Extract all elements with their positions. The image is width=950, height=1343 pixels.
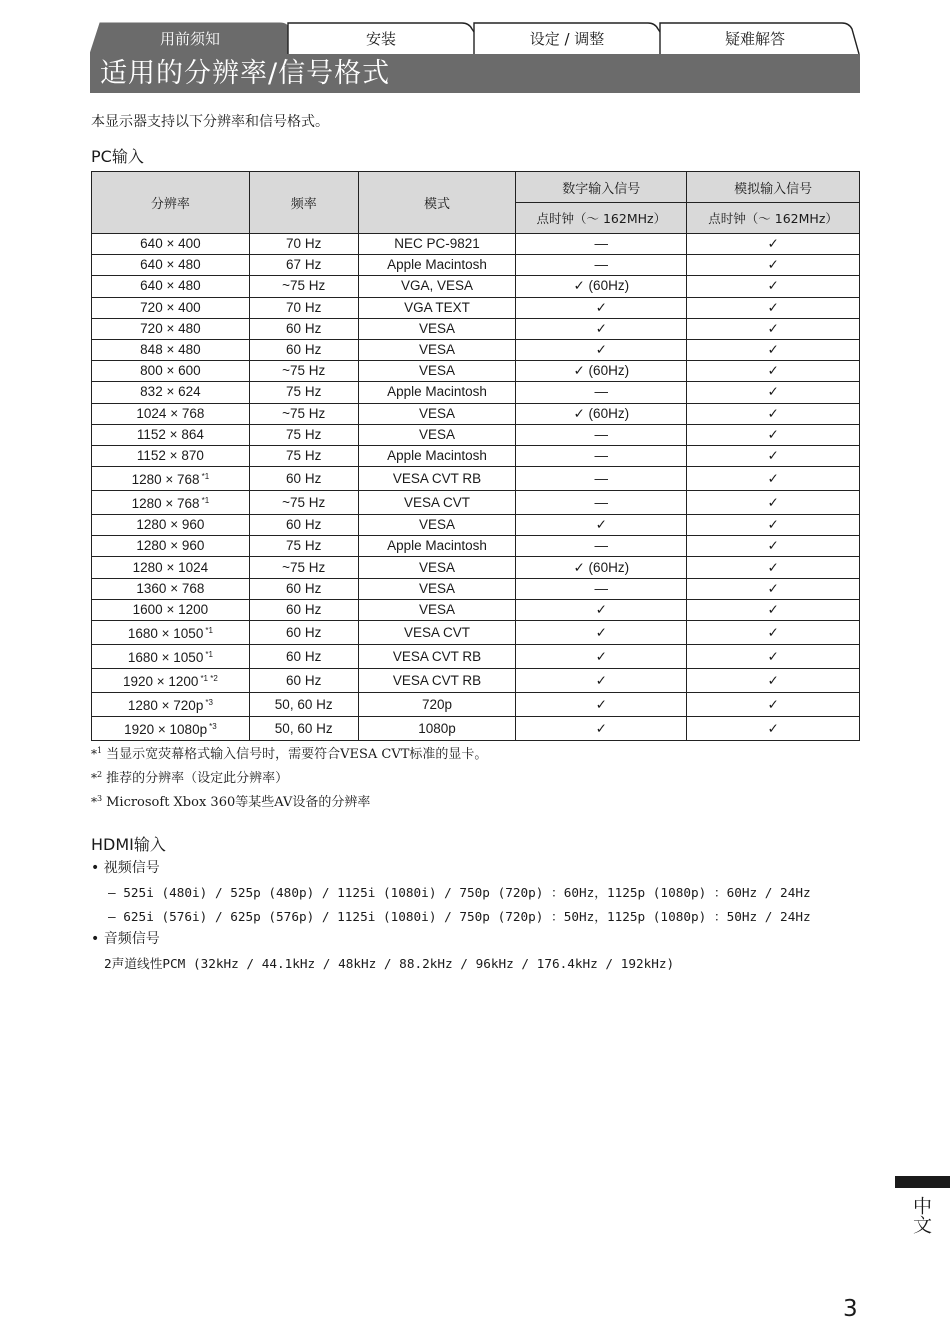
cell-analog: ✓	[687, 645, 860, 669]
cell-frequency: 75 Hz	[249, 445, 358, 466]
video-signal-label: • 视频信号	[91, 860, 160, 876]
cell-digital: ✓	[516, 318, 687, 339]
cell-analog: ✓	[687, 491, 860, 515]
cell-analog: ✓	[687, 467, 860, 491]
cell-analog: ✓	[687, 669, 860, 693]
intro-text: 本显示器支持以下分辨率和信号格式。	[91, 114, 329, 130]
cell-digital: ✓	[516, 693, 687, 717]
cell-mode: VESA CVT RB	[358, 669, 516, 693]
cell-digital: —	[516, 234, 687, 255]
audio-signal-label: • 音频信号	[91, 931, 160, 947]
cell-analog: ✓	[687, 621, 860, 645]
cell-mode: NEC PC-9821	[358, 234, 516, 255]
table-row	[92, 599, 860, 620]
cell-analog: ✓	[687, 557, 860, 578]
cell-frequency: 75 Hz	[249, 536, 358, 557]
cell-mode: 1080p	[358, 717, 516, 741]
cell-resolution: 1280 × 768 $^{*1}$	[92, 467, 250, 491]
cell-resolution: 1152 × 864	[92, 424, 250, 445]
table-row	[92, 578, 860, 599]
cell-mode: 720p	[358, 693, 516, 717]
table-body	[92, 234, 860, 741]
cell-mode: VGA, VESA	[358, 276, 516, 297]
cell-mode: VESA	[358, 318, 516, 339]
cell-analog: ✓	[687, 255, 860, 276]
cell-mode: Apple Macintosh	[358, 536, 516, 557]
section-tabs	[90, 22, 860, 54]
header-resolution: 分辨率	[92, 172, 250, 234]
footnote-mark: *1	[205, 626, 213, 635]
cell-resolution: 1600 × 1200	[92, 599, 250, 620]
cell-mode: Apple Macintosh	[358, 255, 516, 276]
cell-mode: VESA	[358, 361, 516, 382]
cell-resolution: 1280 × 720p $^{*3}$	[92, 693, 250, 717]
table-row	[92, 382, 860, 403]
cell-frequency: ~75 Hz	[249, 403, 358, 424]
table-row	[92, 318, 860, 339]
cell-frequency: 60 Hz	[249, 621, 358, 645]
cell-mode: VESA CVT	[358, 621, 516, 645]
page-title: 适用的分辨率/信号格式	[100, 58, 391, 89]
cell-resolution: 640 × 480	[92, 255, 250, 276]
footnote-mark: *3	[205, 698, 213, 707]
cell-resolution: 800 × 600	[92, 361, 250, 382]
table-row	[92, 669, 860, 693]
cell-analog: ✓	[687, 599, 860, 620]
footnote-3: *$^3$ Microsoft Xbox 360等某些AV设备的分辨率	[91, 794, 371, 810]
footnote-text: Microsoft Xbox 360等某些AV设备的分辨率	[106, 795, 371, 810]
cell-frequency: 75 Hz	[249, 424, 358, 445]
cell-resolution: 1360 × 768	[92, 578, 250, 599]
cell-frequency: 70 Hz	[249, 234, 358, 255]
cell-frequency: 60 Hz	[249, 339, 358, 360]
footnote-text: 推荐的分辨率（设定此分辨率）	[106, 771, 289, 786]
table-row	[92, 361, 860, 382]
cell-digital: —	[516, 491, 687, 515]
cell-mode: VESA	[358, 339, 516, 360]
cell-digital: ✓	[516, 717, 687, 741]
footnotes	[91, 741, 487, 813]
cell-digital: ✓	[516, 599, 687, 620]
cell-mode: VESA	[358, 403, 516, 424]
footnote-mark: *3	[209, 722, 217, 731]
cell-frequency: 60 Hz	[249, 645, 358, 669]
cell-mode: VESA CVT RB	[358, 467, 516, 491]
table-row	[92, 424, 860, 445]
cell-digital: ✓	[516, 515, 687, 536]
resolution-table	[91, 171, 860, 741]
cell-digital: —	[516, 382, 687, 403]
cell-frequency: 50, 60 Hz	[249, 717, 358, 741]
cell-resolution: 640 × 480	[92, 276, 250, 297]
table-row	[92, 557, 860, 578]
cell-digital: —	[516, 424, 687, 445]
header-digital: 数字输入信号	[516, 172, 687, 203]
cell-resolution: 1680 × 1050 $^{*1}$	[92, 621, 250, 645]
cell-digital: ✓ (60Hz)	[516, 403, 687, 424]
page-number: 3	[843, 1296, 858, 1322]
cell-analog: ✓	[687, 515, 860, 536]
cell-frequency: ~75 Hz	[249, 557, 358, 578]
cell-frequency: 67 Hz	[249, 255, 358, 276]
cell-analog: ✓	[687, 361, 860, 382]
cell-frequency: ~75 Hz	[249, 361, 358, 382]
cell-analog: ✓	[687, 424, 860, 445]
cell-resolution: 1280 × 1024	[92, 557, 250, 578]
table-row	[92, 467, 860, 491]
table-row	[92, 717, 860, 741]
cell-mode: VESA	[358, 424, 516, 445]
cell-mode: VESA	[358, 515, 516, 536]
cell-mode: VESA	[358, 578, 516, 599]
cell-analog: ✓	[687, 382, 860, 403]
cell-analog: ✓	[687, 297, 860, 318]
footnote-text: 当显示宽荧幕格式输入信号时，需要符合VESA CVT标准的显卡。	[106, 747, 488, 762]
video-signal-line-1: – 525i (480i) / 525p (480p) / 1125i (1080i) / 750p (720p) ：60Hz，1125p (1080p) ：60Hz / 24Hz	[108, 885, 811, 900]
cell-mode: VESA CVT	[358, 491, 516, 515]
cell-digital: ✓	[516, 621, 687, 645]
cell-resolution: 1280 × 960	[92, 515, 250, 536]
cell-digital: ✓	[516, 669, 687, 693]
hdmi-input-heading: HDMI输入	[91, 835, 166, 854]
cell-resolution: 1920 × 1080p $^{*3}$	[92, 717, 250, 741]
cell-resolution: 1680 × 1050 $^{*1}$	[92, 645, 250, 669]
cell-analog: ✓	[687, 717, 860, 741]
cell-resolution: 1280 × 960	[92, 536, 250, 557]
table-row	[92, 339, 860, 360]
cell-analog: ✓	[687, 536, 860, 557]
cell-analog: ✓	[687, 234, 860, 255]
cell-frequency: 60 Hz	[249, 467, 358, 491]
table-row	[92, 491, 860, 515]
cell-digital: —	[516, 255, 687, 276]
cell-analog: ✓	[687, 403, 860, 424]
cell-resolution: 720 × 480	[92, 318, 250, 339]
footnote-mark: *1	[201, 472, 210, 482]
cell-mode: Apple Macintosh	[358, 382, 516, 403]
table-row	[92, 536, 860, 557]
cell-frequency: 75 Hz	[249, 382, 358, 403]
language-bar	[895, 1176, 950, 1188]
table-row	[92, 403, 860, 424]
cell-resolution: 1152 × 870	[92, 445, 250, 466]
table-row	[92, 621, 860, 645]
header-analog-clock: 点时钟（～ 162MHz）	[687, 203, 860, 234]
cell-frequency: 60 Hz	[249, 578, 358, 599]
tab-installation[interactable]: 安装	[365, 30, 396, 48]
language-label: 中文	[910, 1196, 932, 1234]
header-digital-clock: 点时钟（～ 162MHz）	[516, 203, 687, 234]
cell-resolution: 640 × 400	[92, 234, 250, 255]
cell-analog: ✓	[687, 578, 860, 599]
cell-frequency: ~75 Hz	[249, 276, 358, 297]
cell-frequency: ~75 Hz	[249, 491, 358, 515]
footnote-mark: *1 *2	[200, 674, 218, 683]
footnote-2: *$^2$ 推荐的分辨率（设定此分辨率）	[91, 770, 289, 786]
cell-mode: VESA	[358, 557, 516, 578]
footnote-1: *$^1$ 当显示宽荧幕格式输入信号时，需要符合VESA CVT标准的显卡。	[91, 746, 488, 762]
cell-resolution: 832 × 624	[92, 382, 250, 403]
table-row	[92, 645, 860, 669]
cell-frequency: 60 Hz	[249, 515, 358, 536]
table-row	[92, 445, 860, 466]
cell-resolution: 720 × 400	[92, 297, 250, 318]
tab-troubleshooting[interactable]: 疑难解答	[724, 30, 785, 48]
table-row	[92, 234, 860, 255]
video-signal-line-2: – 625i (576i) / 625p (576p) / 1125i (1080i) / 750p (720p) ：50Hz，1125p (1080p) ：50Hz / 24Hz	[108, 909, 811, 924]
cell-digital: ✓ (60Hz)	[516, 276, 687, 297]
header-mode: 模式	[358, 172, 516, 234]
title-bar	[90, 54, 860, 93]
cell-digital: ✓	[516, 297, 687, 318]
cell-analog: ✓	[687, 339, 860, 360]
cell-analog: ✓	[687, 693, 860, 717]
cell-digital: —	[516, 467, 687, 491]
footnote-mark: *1	[201, 496, 210, 506]
cell-digital: ✓	[516, 339, 687, 360]
tab-preface[interactable]: 用前须知	[159, 30, 220, 48]
footnote-mark: *1	[205, 650, 213, 659]
cell-frequency: 60 Hz	[249, 318, 358, 339]
cell-mode: VESA	[358, 599, 516, 620]
tab-settings[interactable]: 设定 / 调整	[529, 30, 605, 48]
cell-digital: ✓	[516, 645, 687, 669]
cell-frequency: 70 Hz	[249, 297, 358, 318]
cell-resolution: 848 × 480	[92, 339, 250, 360]
cell-digital: ✓ (60Hz)	[516, 361, 687, 382]
cell-digital: —	[516, 445, 687, 466]
cell-analog: ✓	[687, 276, 860, 297]
table-row	[92, 297, 860, 318]
table-row	[92, 693, 860, 717]
header-frequency: 频率	[249, 172, 358, 234]
cell-resolution: 1920 × 1200 $^{*1 *2}$	[92, 669, 250, 693]
cell-digital: —	[516, 578, 687, 599]
cell-analog: ✓	[687, 445, 860, 466]
cell-frequency: 60 Hz	[249, 599, 358, 620]
cell-resolution: 1024 × 768	[92, 403, 250, 424]
header-analog: 模拟输入信号	[687, 172, 860, 203]
cell-frequency: 60 Hz	[249, 669, 358, 693]
audio-signal-line: 2声道线性PCM (32kHz / 44.1kHz / 48kHz / 88.2kHz / 96kHz / 176.4kHz / 192kHz)	[104, 956, 675, 971]
cell-digital: ✓ (60Hz)	[516, 557, 687, 578]
cell-analog: ✓	[687, 318, 860, 339]
cell-mode: Apple Macintosh	[358, 445, 516, 466]
cell-mode: VGA TEXT	[358, 297, 516, 318]
cell-resolution: 1280 × 768 $^{*1}$	[92, 491, 250, 515]
cell-digital: —	[516, 536, 687, 557]
table-row	[92, 255, 860, 276]
cell-frequency: 50, 60 Hz	[249, 693, 358, 717]
cell-mode: VESA CVT RB	[358, 645, 516, 669]
table-row	[92, 276, 860, 297]
table-row	[92, 515, 860, 536]
pc-input-heading: PC输入	[91, 147, 144, 166]
